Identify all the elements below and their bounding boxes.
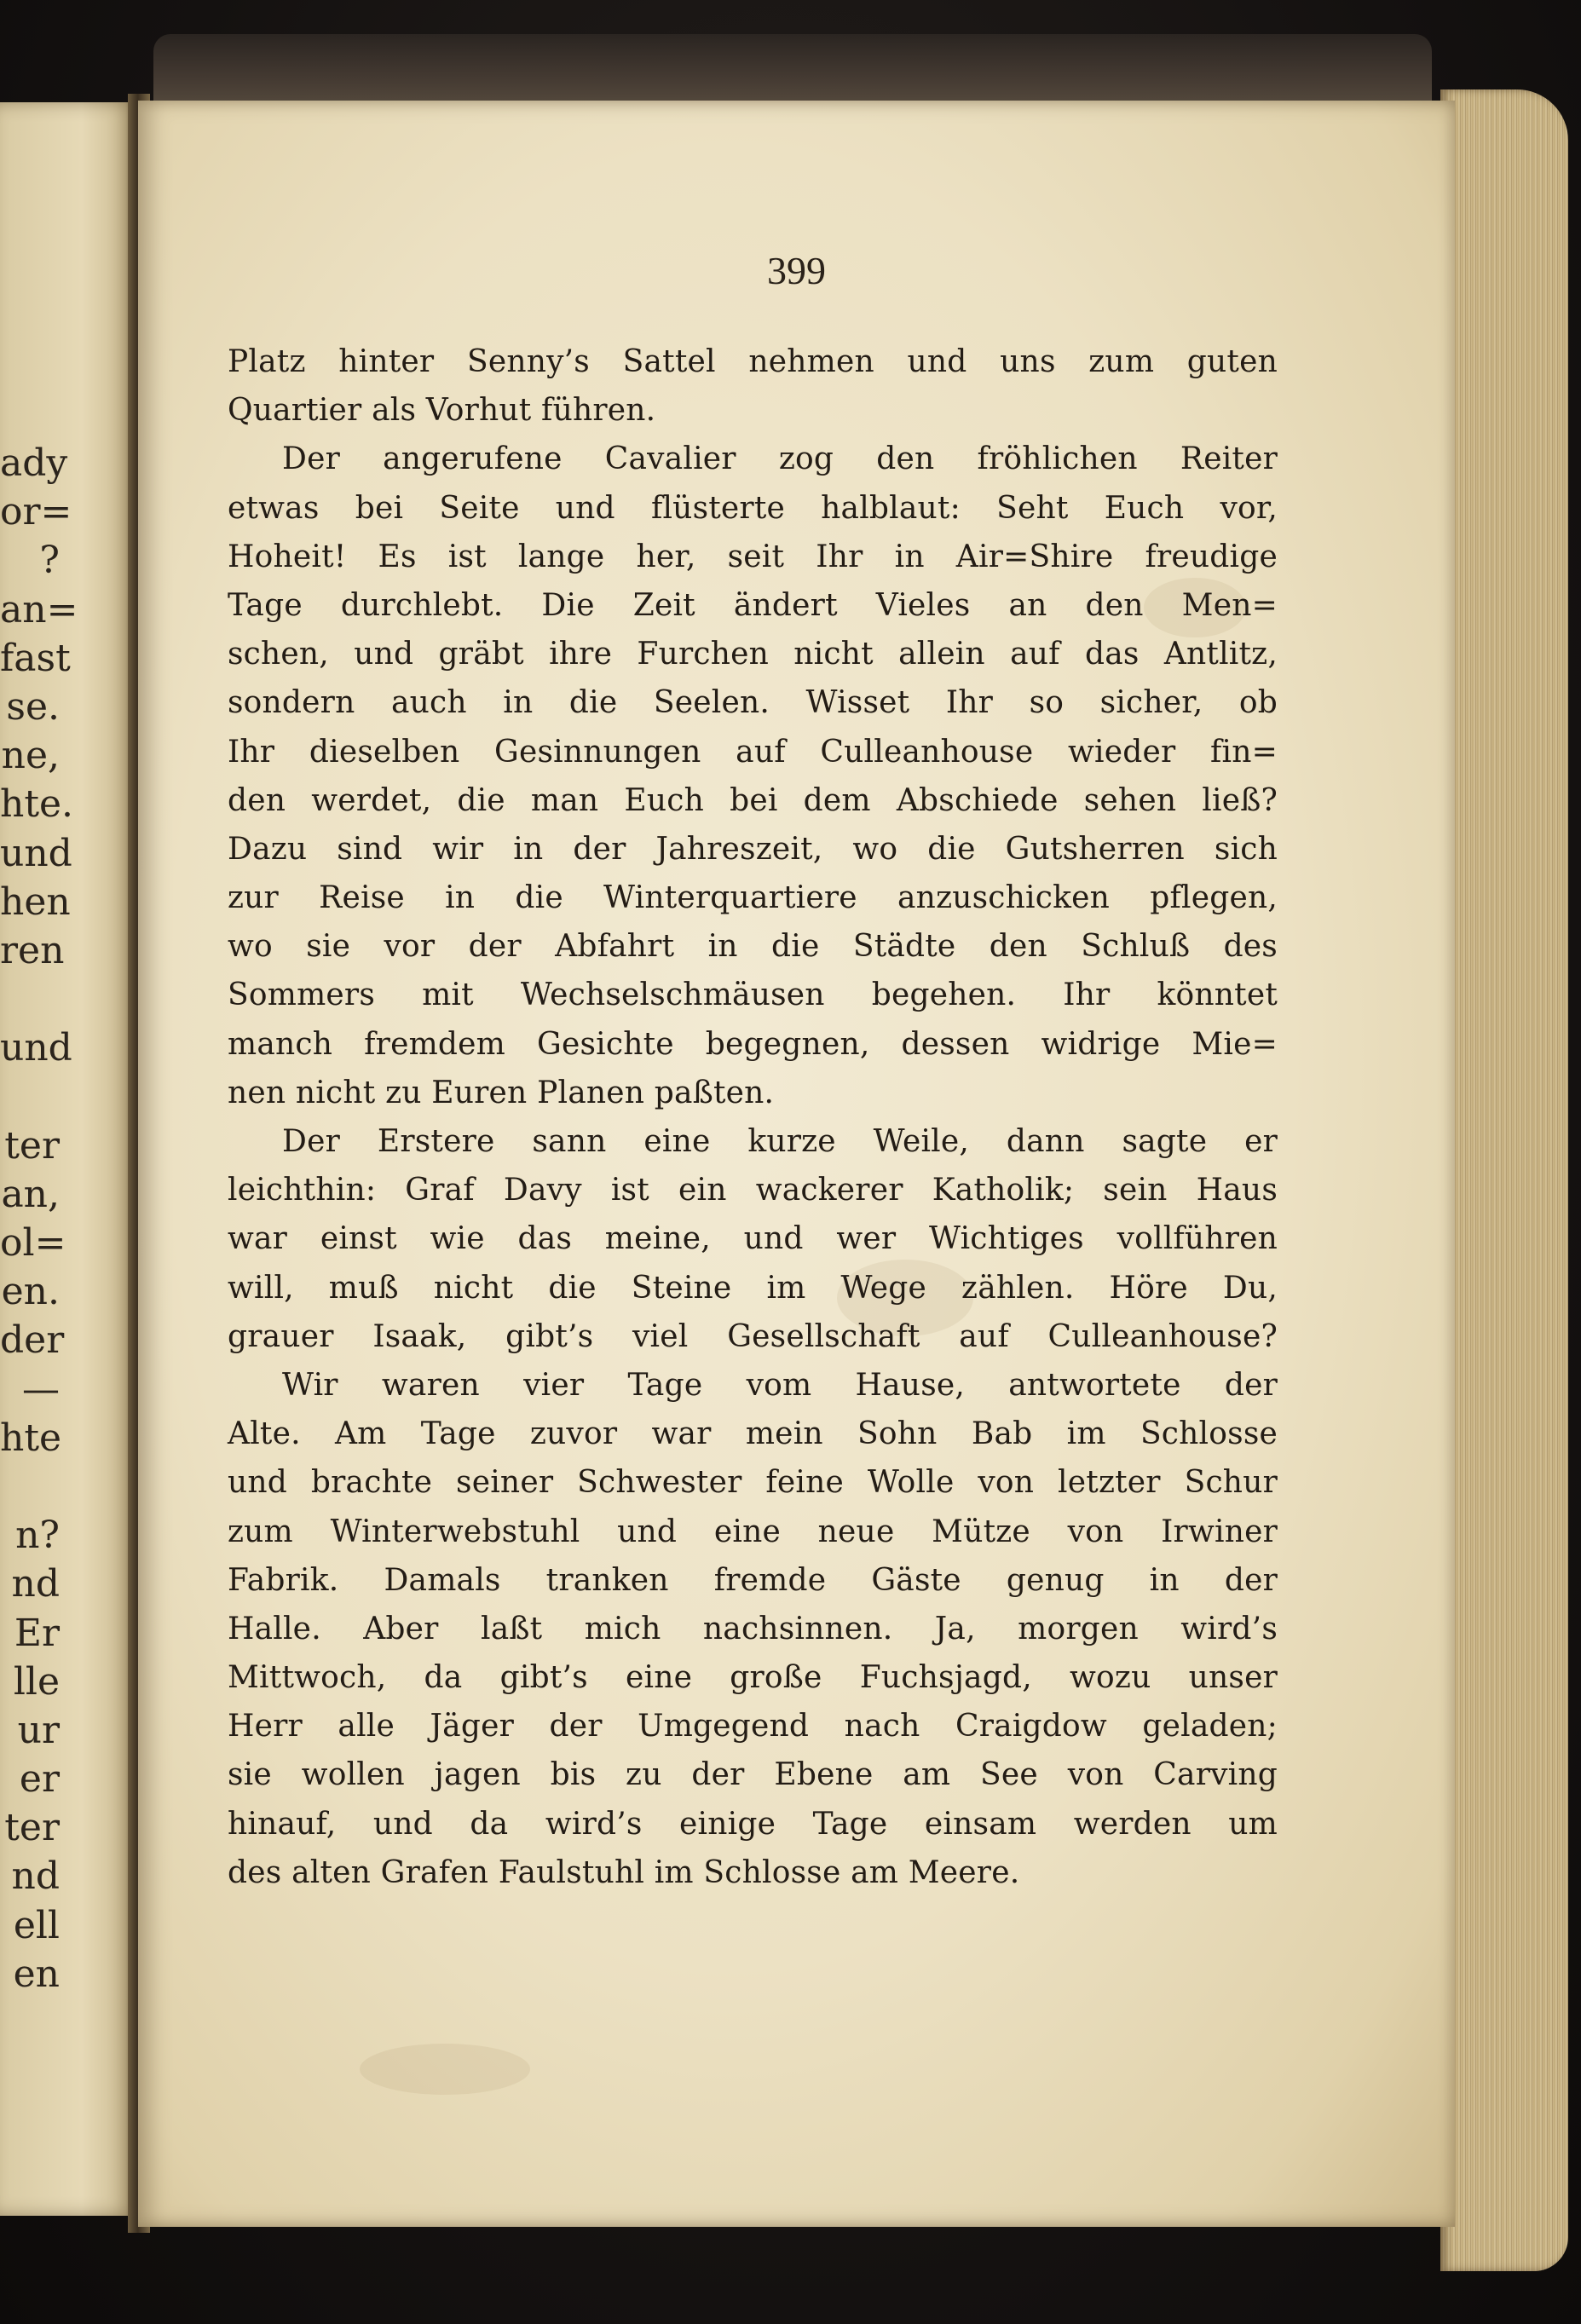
text-line: Tage durchlebt. Die Zeit ändert Vieles an den Men= bbox=[228, 587, 1278, 623]
previous-page-fragment bbox=[0, 1072, 60, 1121]
text-line: den werdet, die man Euch bei dem Abschiede sehen ließ? bbox=[228, 782, 1278, 818]
page-edges bbox=[1440, 89, 1568, 2271]
text-line: etwas bei Seite und flüsterte halblaut: Seht Euch vor, bbox=[228, 490, 1278, 526]
previous-page-fragment: nd bbox=[11, 1854, 60, 1899]
previous-page-fragment bbox=[0, 1462, 60, 1511]
text-line: Fabrik. Damals tranken fremde Gäste genug in der bbox=[228, 1562, 1278, 1598]
book-binding bbox=[153, 34, 1432, 111]
text-line: manch fremdem Gesichte begegnen, dessen widrige Mie= bbox=[228, 1026, 1278, 1062]
text-line: Ihr dieselben Gesinnungen auf Culleanhouse wieder fin= bbox=[228, 734, 1278, 770]
text-line: Hoheit! Es ist lange her, seit Ihr in Air=Shire freudige bbox=[228, 539, 1278, 574]
text-line: schen, und gräbt ihre Furchen nicht allein auf das Antlitz, bbox=[228, 637, 1278, 672]
previous-page-fragment: nd bbox=[11, 1562, 60, 1606]
previous-page-fragment: ne, bbox=[1, 734, 60, 778]
previous-page-fragment: ter bbox=[4, 1806, 60, 1850]
previous-page-fragment: ter bbox=[4, 1123, 60, 1168]
previous-page-fragment: — bbox=[22, 1367, 60, 1411]
previous-page-fragment: lle bbox=[13, 1659, 60, 1704]
text-line: nen nicht zu Euren Planen paßten. bbox=[228, 1075, 775, 1110]
text-line: Dazu sind wir in der Jahreszeit, wo die Gutsherren sich bbox=[228, 831, 1278, 867]
previous-page-fragment: se. bbox=[6, 684, 60, 729]
text-line: zur Reise in die Winterquartiere anzuschicken pflegen, bbox=[228, 880, 1278, 916]
text-line: sondern auch in die Seelen. Wisset Ihr so sicher, ob bbox=[228, 685, 1278, 721]
text-line: zum Winterwebstuhl und eine neue Mütze von Irwiner bbox=[228, 1514, 1278, 1549]
text-line: war einst wie das meine, und wer Wichtiges vollführen bbox=[228, 1221, 1278, 1257]
text-line: sie wollen jagen bis zu der Ebene am See von Carving bbox=[228, 1757, 1278, 1793]
text-line: grauer Isaak, gibt’s viel Gesellschaft auf Culleanhouse? bbox=[228, 1318, 1278, 1354]
text-line: Sommers mit Wechselschmäusen begehen. Ihr könntet bbox=[228, 977, 1278, 1013]
text-line: und brachte seiner Schwester feine Wolle von letzter Schur bbox=[228, 1465, 1278, 1501]
previous-page-fragment: ell bbox=[13, 1903, 60, 1947]
previous-page-fragment: fast bbox=[0, 636, 71, 680]
previous-page-fragment: ? bbox=[39, 539, 60, 583]
previous-page bbox=[0, 102, 136, 2216]
text-line: Der angerufene Cavalier zog den fröhlichen Reiter bbox=[282, 441, 1278, 477]
text-line: Alte. Am Tage zuvor war mein Sohn Bab im Schlosse bbox=[228, 1416, 1278, 1452]
previous-page-line-endings bbox=[0, 439, 78, 1998]
previous-page-fragment: ady bbox=[0, 441, 68, 485]
previous-page-fragment: Er bbox=[14, 1611, 60, 1655]
previous-page-fragment: er bbox=[19, 1757, 60, 1802]
previous-page-fragment: ol= bbox=[0, 1221, 66, 1265]
previous-page-fragment: und bbox=[0, 1026, 72, 1070]
text-line: Der Erstere sann eine kurze Weile, dann sagte er bbox=[282, 1124, 1278, 1159]
text-line: Herr alle Jäger der Umgegend nach Craigdow geladen; bbox=[228, 1709, 1278, 1744]
book-page bbox=[138, 101, 1455, 2227]
previous-page-fragment: en bbox=[13, 1952, 60, 1996]
text-line: Wir waren vier Tage vom Hause, antwortete der bbox=[282, 1367, 1278, 1403]
previous-page-fragment bbox=[0, 975, 60, 1024]
page-number: 399 bbox=[767, 249, 826, 292]
previous-page-fragment: hen bbox=[0, 879, 71, 924]
previous-page-fragment: ren bbox=[0, 928, 65, 972]
text-line: wo sie vor der Abfahrt in die Städte den Schluß des bbox=[228, 929, 1278, 965]
previous-page-fragment: or= bbox=[0, 490, 72, 534]
previous-page-fragment: und bbox=[0, 831, 72, 875]
previous-page-fragment: an= bbox=[0, 587, 78, 631]
text-line: des alten Grafen Faulstuhl im Schlosse am Meere. bbox=[228, 1854, 1020, 1890]
previous-page-fragment: en. bbox=[1, 1270, 60, 1314]
previous-page-fragment: der bbox=[0, 1318, 65, 1363]
text-line: leichthin: Graf Davy ist ein wackerer Katholik; sein Haus bbox=[228, 1173, 1278, 1208]
previous-page-fragment: an, bbox=[1, 1172, 60, 1216]
previous-page-fragment: hte bbox=[0, 1416, 62, 1460]
text-line: will, muß nicht die Steine im Wege zählen. Höre Du, bbox=[228, 1270, 1278, 1306]
previous-page-fragment: n? bbox=[15, 1514, 60, 1558]
previous-page-fragment: hte. bbox=[0, 782, 74, 827]
text-line: hinauf, und da wird’s einige Tage einsam werden um bbox=[228, 1806, 1278, 1842]
previous-page-fragment: ur bbox=[17, 1708, 60, 1752]
page-text bbox=[228, 337, 1278, 1897]
text-line: Halle. Aber laßt mich nachsinnen. Ja, morgen wird’s bbox=[228, 1611, 1278, 1646]
text-line: Quartier als Vorhut führen. bbox=[228, 393, 656, 429]
text-line: Mittwoch, da gibt’s eine große Fuchsjagd, wozu unser bbox=[228, 1660, 1278, 1696]
text-line: Platz hinter Senny’s Sattel nehmen und uns zum guten bbox=[228, 344, 1278, 379]
